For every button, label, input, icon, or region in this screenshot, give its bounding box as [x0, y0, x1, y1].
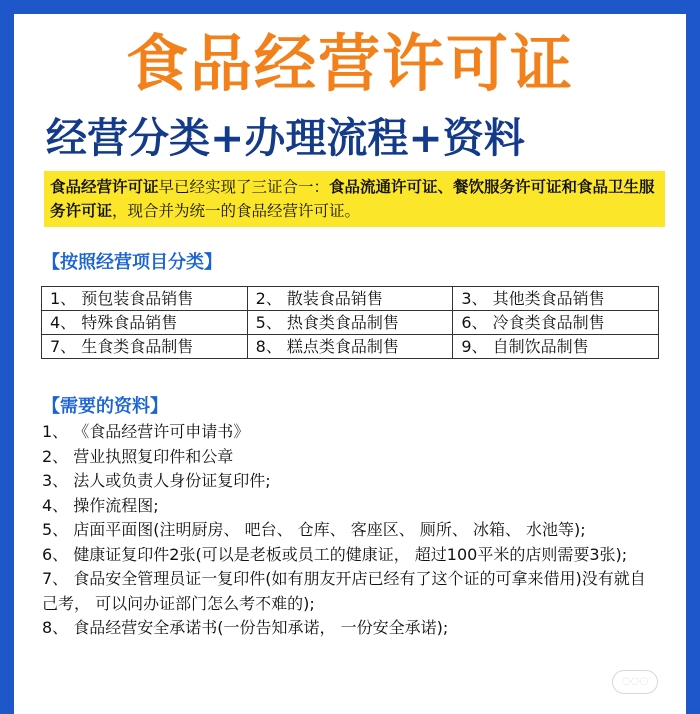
table-cell: 2、 散装食品销售 [247, 287, 453, 311]
page-title: 食品经营许可证 [125, 27, 574, 100]
table-row [42, 287, 659, 311]
list-item: 8、 食品经营安全承诺书(一份告知承诺， 一份安全承诺); [42, 618, 449, 637]
materials-heading: 【需要的资料】 [42, 396, 168, 417]
table-cell: 1、 预包装食品销售 [42, 287, 248, 311]
list-item: 6、 健康证复印件2张(可以是老板或员工的健康证， 超过100平米的店则需要3张); [42, 544, 628, 564]
page-subtitle: 经营分类+办理流程+资料 [46, 114, 525, 162]
watermark-logo-icon: ◌◌◌ [612, 670, 658, 694]
list-item: 1、 《食品经营许可申请书》 [42, 422, 250, 441]
materials-list [42, 420, 648, 641]
categories-table [41, 286, 659, 359]
note-text-2: ，现合并为统一的食品经营许可证。 [112, 202, 361, 220]
list-item: 2、 营业执照复印件和公章 [42, 446, 234, 466]
categories-heading: 【按照经营项目分类】 [42, 252, 222, 273]
table-cell: 7、 生食类食品制售 [42, 335, 248, 359]
table-cell: 5、 热食类食品制售 [247, 311, 453, 335]
note-bold-2: 食品流通许可证、餐饮服务许可证和食品卫生服务许可证 [50, 178, 655, 220]
table-row [42, 335, 659, 359]
table-row [42, 311, 659, 335]
note-text-1: 早已经实现了三证合一： [158, 178, 330, 196]
list-item: 4、 操作流程图; [42, 495, 159, 515]
list-item: 5、 店面平面图(注明厨房、 吧台、 仓库、 客座区、 厕所、 冰箱、 水池等); [42, 520, 586, 539]
table-cell: 8、 糕点类食品制售 [247, 335, 453, 359]
note-bold-1: 食品经营许可证 [50, 178, 159, 196]
intro-note [44, 171, 665, 227]
table-cell: 4、 特殊食品销售 [42, 311, 248, 335]
list-item: 3、 法人或负责人身份证复印件; [42, 471, 271, 490]
list-item: 7、 食品安全管理员证一复印件(如有朋友开店已经有了这个证的可拿来借用)没有就自己考， 可以问办证部门怎么考不难的); [42, 569, 646, 613]
table-cell: 3、 其他类食品销售 [453, 287, 659, 311]
table-cell: 9、 自制饮品制售 [453, 335, 659, 359]
table-cell: 6、 冷食类食品制售 [453, 311, 659, 335]
poster-card [14, 14, 686, 714]
